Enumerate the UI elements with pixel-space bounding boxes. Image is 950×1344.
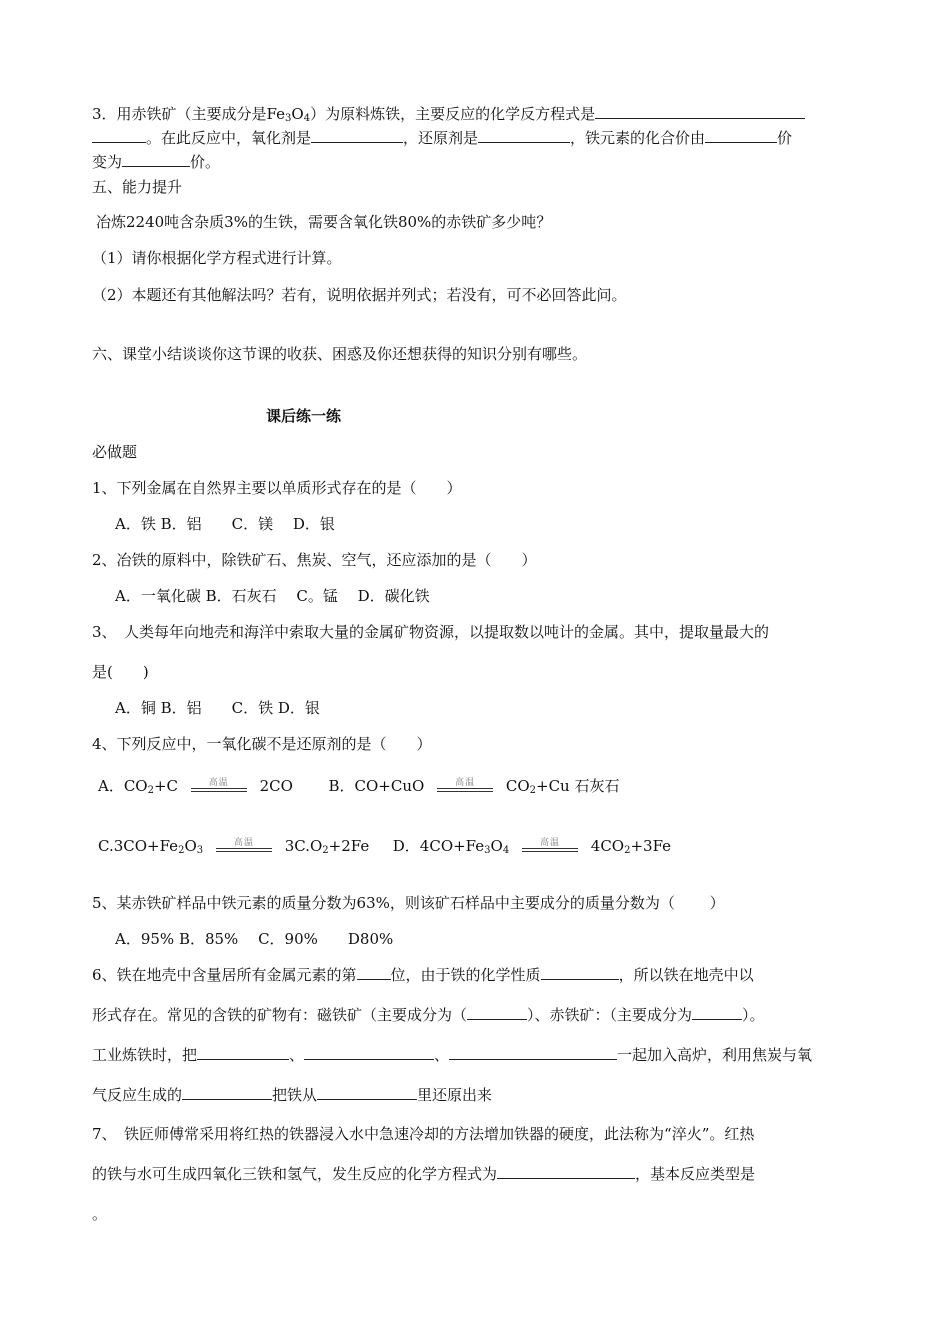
text: 的铁与水可生成四氧化三铁和氢气，发生反应的化学方程式为 [92,1165,498,1183]
text: D．4CO+Fe [392,837,485,855]
answer-blank[interactable] [692,1005,742,1020]
condition-label: 高温 [233,838,254,848]
text: ）为原料炼铁，主要反应的化学反方程式是 [310,105,596,123]
answer-blank[interactable] [92,128,146,143]
q2-options: A．一氧化碳 B．石灰石 C。锰 D．碳化铁 [115,587,430,605]
text: A．CO [98,777,148,795]
condition-label: 高温 [539,838,560,848]
text: 4CO [590,837,625,855]
high-temp-condition [216,837,272,857]
q1-text: 1、下列金属在自然界主要以单质形式存在的是（ ） [92,479,462,497]
q2-text: 2、冶铁的原料中，除铁矿石、焦炭、空气，还应添加的是（ ） [92,551,537,569]
subscript: 2 [322,845,329,856]
text: O [490,837,503,855]
q3-options: A．铜 B．铝 C．铁 D．银 [115,699,320,717]
answer-blank[interactable] [357,965,391,980]
text: 变为 [92,153,123,171]
text: 里还原出来 [417,1086,493,1104]
text: ，所以铁在地壳中以 [618,966,754,984]
text: +C [153,777,179,795]
subscript: 3 [285,113,292,124]
answer-blank[interactable] [541,965,619,980]
text: ，铁元素的化合价由 [570,129,706,147]
q3-line3 [92,152,220,172]
subscript: 3 [196,845,204,856]
text: 3．用赤铁矿（主要成分是Fe [92,105,286,123]
text: 6、铁在地壳中含量居所有金属元素的第 [92,966,357,984]
practice-title: 课后练一练 [266,407,342,425]
q6-line1 [92,965,754,985]
q1-options: A．铁 B．铝 C．镁 D．银 [115,515,335,533]
text: +Cu 石灰石 [536,777,620,795]
subscript: 4 [502,845,510,856]
section6-heading: 六、课堂小结谈谈你这节课的收获、困惑及你还想获得的知识分别有哪些。 [92,345,588,363]
text: ，基本反应类型是 [635,1165,756,1183]
high-temp-condition [191,777,247,797]
answer-blank[interactable] [182,1085,272,1100]
text: 位，由于铁的化学性质 [390,966,541,984]
q6-line4 [92,1085,492,1105]
q4-text: 4、下列反应中，一氧化碳不是还原剂的是（ ） [92,735,432,753]
q3-text-line1: 3、 人类每年向地壳和海洋中索取大量的金属矿物资源，以提取数以吨计的金属。其中，提取量最大的 [92,623,770,641]
text: 工业炼铁时，把 [92,1046,198,1064]
text: 价。 [190,153,221,171]
section5-part2: （2）本题还有其他解法吗？若有，说明依据并列式；若没有，可不必回答此问。 [92,286,627,304]
subscript: 2 [147,785,154,796]
q3-text-line2: 是( ) [92,663,149,681]
oxidizer-blank[interactable] [311,128,403,143]
section5-problem: 冶炼2240吨含杂质3%的生铁，需要含氧化铁80%的赤铁矿多少吨？ [96,213,552,231]
answer-blank[interactable] [449,1045,617,1060]
answer-blank[interactable] [317,1085,417,1100]
q6-line3 [92,1045,812,1065]
text: 价 [777,129,793,147]
text: 2CO [259,777,293,795]
subscript: 2 [624,845,631,856]
text: 、 [289,1046,305,1064]
q5-options: A．95% B．85% C．90% D80% [115,930,394,948]
text: O [184,837,197,855]
subscript: 4 [303,113,311,124]
text: +3Fe [630,837,672,855]
text: 气反应生成的 [92,1086,183,1104]
condition-label: 高温 [455,778,476,788]
section5-heading: 五、能力提升 [92,178,183,196]
text: 。在此反应中，氧化剂是 [146,129,312,147]
answer-blank[interactable] [595,104,805,119]
q7-line1: 7、 铁匠师傅常采用将红热的铁器浸入水中急速冷却的方法增加铁器的硬度，此法称为“淬火”。红热 [92,1125,755,1143]
section5-part1: （1）请你根据化学方程式进行计算。 [92,249,342,267]
text: 一起加入高炉，利用焦炭与氧 [617,1046,813,1064]
q3-line1 [92,104,805,124]
answer-blank[interactable] [197,1045,289,1060]
equation-blank[interactable] [497,1164,635,1179]
text: C.3CO+Fe [98,837,179,855]
high-temp-condition [522,837,578,857]
text: B．CO+CuO [328,777,425,795]
subscript: 2 [178,845,185,856]
valence-to-blank[interactable] [122,152,190,167]
q6-line2 [92,1005,765,1025]
q7-line3: 。 [92,1205,108,1223]
reducer-blank[interactable] [478,128,570,143]
q4-options-ab [98,776,620,797]
text: +2Fe [328,837,370,855]
valence-from-blank[interactable] [705,128,777,143]
text: 、 [434,1046,450,1064]
q4-options-cd [98,836,671,857]
subscript: 3 [484,845,491,856]
q7-line2 [92,1164,755,1184]
high-temp-condition [437,777,493,797]
subscript: 2 [529,785,537,796]
answer-blank[interactable] [304,1045,434,1060]
answer-blank[interactable] [467,1005,527,1020]
text: ）、赤铁矿：（主要成分为 [527,1006,693,1024]
text: ，还原剂是 [403,129,479,147]
text: CO [505,777,530,795]
condition-label: 高温 [208,778,229,788]
q3-line2 [92,128,792,148]
required-label: 必做题 [92,443,138,461]
q5-text: 5、某赤铁矿样品中铁元素的质量分数为63%，则该矿石样品中主要成分的质量分数为（ ） [92,894,725,912]
text: O [291,105,304,123]
text: 形式存在。常见的含铁的矿物有：磁铁矿（主要成分为（ [92,1006,468,1024]
text: 把铁从 [272,1086,318,1104]
text: 3C.O [284,837,323,855]
text: ）。 [742,1006,765,1024]
